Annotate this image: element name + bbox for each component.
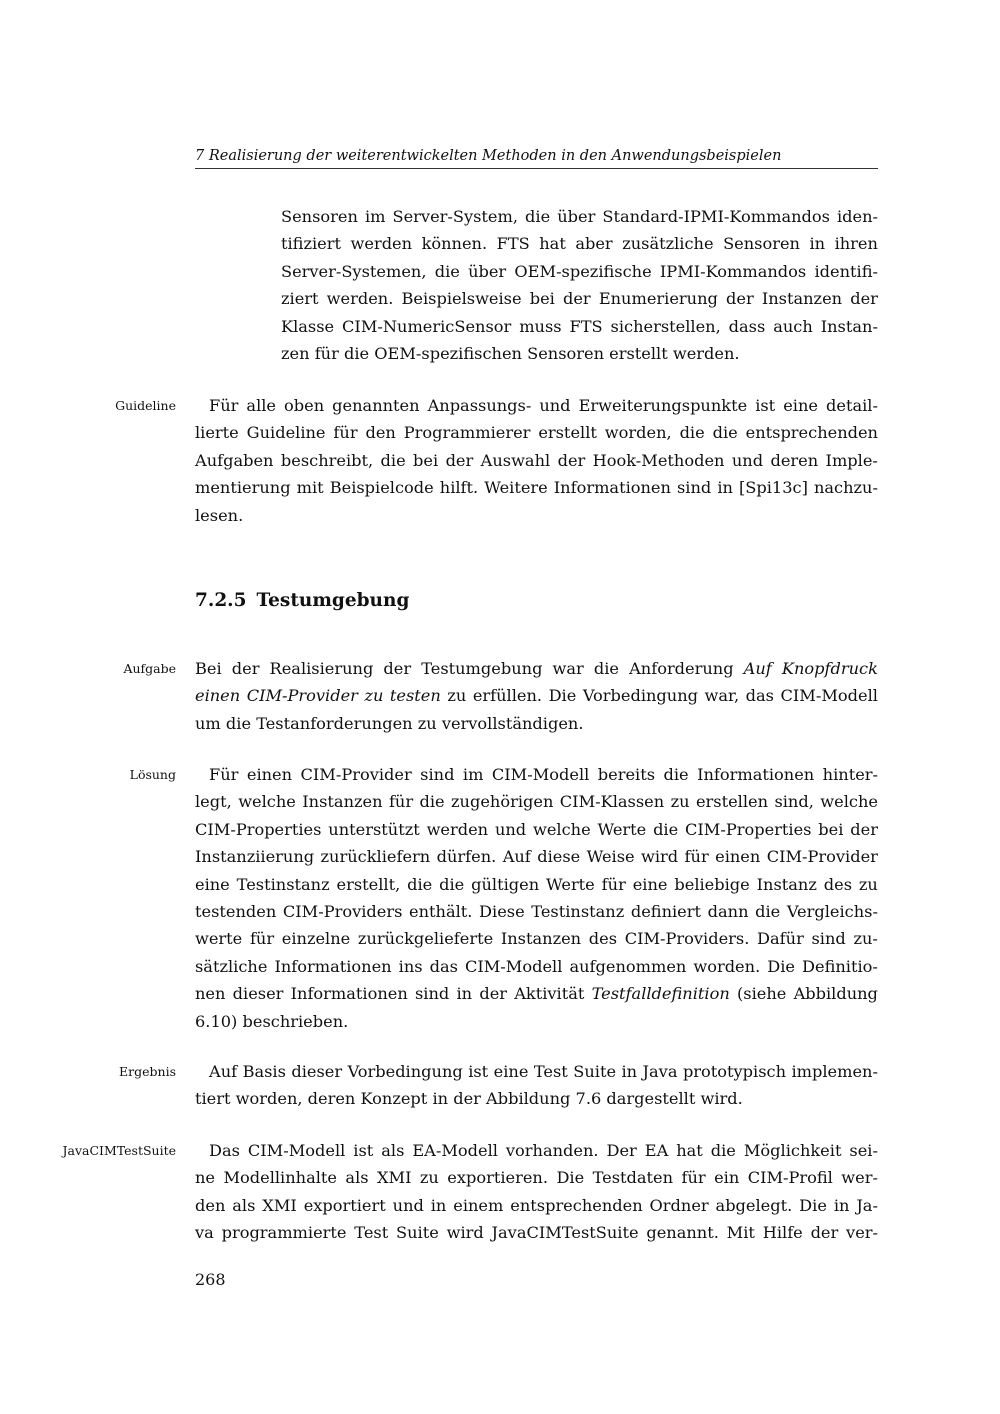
text-line: 6.10) beschrieben. [195,1011,349,1031]
text-line: Das CIM-Modell ist als EA-Modell vorhanden. Der EA hat die Möglichkeit sei- [209,1141,878,1160]
text-line: lesen. [195,505,244,525]
margin-note: Lösung [129,767,176,782]
text-line: Sensoren im Server-System, die über Standard-IPMI-Kommandos iden- [281,207,878,226]
text-line: werte für einzelne zurückgelieferte Instanzen des CIM-Providers. Dafür sind zu- [195,929,878,949]
text-line: Für einen CIM-Provider sind im CIM-Modell bereits die Informationen hinter- [209,765,878,784]
text-line: nen dieser Informationen sind in der Aktivität Testfalldefinition (siehe Abbildung [195,984,878,1004]
section-number: 7.2.5 [195,590,247,611]
text-line: Instanziierung zurückliefern dürfen. Auf diese Weise wird für einen CIM-Provider [195,847,878,867]
text-line: lierte Guideline für den Programmierer erstellt worden, die die entsprechenden [195,423,878,443]
text-line: den als XMI exportiert und in einem entsprechenden Ordner abgelegt. Die in Ja- [195,1195,878,1215]
text-line: ne Modellinhalte als XMI zu exportieren. Die Testdaten für ein CIM-Profil wer- [195,1168,878,1188]
margin-note: JavaCIMTestSuite [62,1143,176,1158]
text-line: ziert werden. Beispielsweise bei der Enumerierung der Instanzen der [281,289,878,309]
text-line: mentierung mit Beispielcode hilft. Weitere Informationen sind in [Spi13c] nachzu- [195,478,878,498]
text-line: va programmierte Test Suite wird JavaCIMTestSuite genannt. Mit Hilfe der ver- [195,1223,878,1243]
text-line: legt, welche Instanzen für die zugehörigen CIM-Klassen zu erstellen sind, welche [195,792,878,812]
text-line: tifiziert werden können. FTS hat aber zusätzliche Sensoren in ihren [281,234,878,254]
margin-note: Ergebnis [119,1064,176,1079]
text-line: sätzliche Informationen ins das CIM-Modell aufgenommen worden. Die Definitio- [195,956,878,976]
text-line: einen CIM-Provider zu testen zu erfüllen. Die Vorbedingung war, das CIM-Modell [195,686,878,706]
text-line: testenden CIM-Providers enthält. Diese Testinstanz definiert dann die Vergleichs- [195,902,878,921]
page-number: 268 [195,1270,226,1289]
text-line: Server-Systemen, die über OEM-spezifische IPMI-Kommandos identifi- [281,261,878,281]
text-line: tiert worden, deren Konzept in der Abbildung 7.6 dargestellt wird. [195,1089,743,1109]
running-header: 7 Realisierung der weiterentwickelten Methoden in den Anwendungsbeispielen [195,148,878,169]
margin-note: Guideline [115,398,176,413]
text-line: Klasse CIM-NumericSensor muss FTS sicherstellen, dass auch Instan- [281,316,878,336]
text-line: um die Testanforderungen zu vervollständigen. [195,713,584,733]
text-line: CIM-Properties unterstützt werden und welche Werte die CIM-Properties bei der [195,819,878,839]
margin-note: Aufgabe [123,661,176,676]
text-line: Auf Basis dieser Vorbedingung ist eine Test Suite in Java prototypisch implemen- [209,1062,878,1081]
text-line: Für alle oben genannten Anpassungs- und Erweiterungspunkte ist eine detail- [209,396,878,415]
text-line: Aufgaben beschreibt, die bei der Auswahl der Hook-Methoden und deren Imple- [195,450,878,470]
text-line: zen für die OEM-spezifischen Sensoren erstellt werden. [281,344,740,363]
section-title: Testumgebung [256,590,410,611]
text-line: Bei der Realisierung der Testumgebung war die Anforderung Auf Knopfdruck [195,659,878,678]
text-line: eine Testinstanz erstellt, die die gültigen Werte für eine beliebige Instanz des zu [195,874,878,894]
